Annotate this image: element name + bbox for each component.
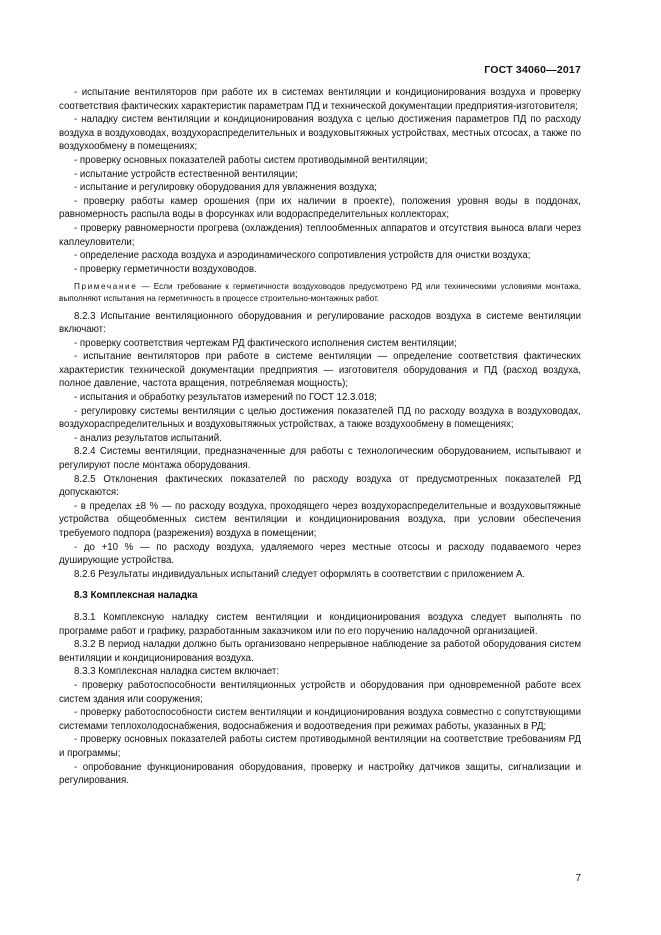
list-item: - определение расхода воздуха и аэродинамического сопротивления устройств для очистки воздуха; bbox=[74, 250, 531, 262]
list-item: - испытания и обработку результатов измерений по ГОСТ 12.3.018; bbox=[74, 392, 377, 404]
paragraph: 8.3.2 В период наладки должно быть организовано непрерывное наблюдение за работой оборудования систем вентиляции и кондиционирования воздуха. bbox=[59, 639, 581, 664]
list-item: - испытание вентиляторов при работе в системе вентиляции — определение соответствия фактических характеристик технической документации предприятия — изготовителя оборудования и ПД (расход воздуха, полное давление, частота вращения, потребляемая мощность); bbox=[59, 351, 581, 390]
list-item: - наладку систем вентиляции и кондиционирования воздуха с целью достижения параметров ПД по расходу воздуха в воздуховодах, воздухораспределительных и воздуховытяжных устройствах, местных отсосах, а также по воздухообмену в помещениях; bbox=[59, 114, 581, 153]
list-item: - до +10 % — по расходу воздуха, удаляемого через местные отсосы и расходу подаваемого через душирующие устройства. bbox=[59, 541, 581, 567]
page-body bbox=[59, 86, 581, 788]
section-8-3 bbox=[59, 611, 581, 788]
list-item: - проверку равномерности прогрева (охлаждения) теплообменных аппаратов и отсутствия выноса влаги через каплеуловители; bbox=[59, 222, 581, 248]
list-item: - анализ результатов испытаний. bbox=[74, 432, 222, 444]
section-8-2-3 bbox=[59, 310, 581, 582]
list-item: - испытание вентиляторов при работе их в системах вентиляции и кондиционирования воздуха и проверку соответствия фактических характеристик параметрам ПД и технической документации предприятия-изготовителя; bbox=[59, 87, 581, 112]
paragraph: 8.2.5 Отклонения фактических показателей по расходу воздуха от предусмотренных показателей РД допускаются: bbox=[59, 473, 581, 499]
list-item: - испытание и регулировку оборудования для увлажнения воздуха; bbox=[74, 182, 377, 194]
paragraph: 8.3.1 Комплексную наладку систем вентиляции и кондиционирования воздуха следует выполнять по программе работ и графику, разработанным заказчиком или по его поручению наладочной организацией. bbox=[59, 611, 581, 637]
standard-header: ГОСТ 34060—2017 bbox=[484, 64, 581, 76]
note-paragraph bbox=[59, 281, 581, 304]
list-item: - регулировку системы вентиляции с целью достижения показателей ПД по расходу воздуха в воздуховодах, воздухораспределительных и воздуховытяжных устройствах, а также воздухообмену в помещениях; bbox=[59, 405, 581, 431]
paragraph: 8.2.3 Испытание вентиляционного оборудования и регулирование расходов воздуха в системе вентиляции включают: bbox=[59, 310, 581, 336]
list-item: - испытание устройств естественной вентиляции; bbox=[74, 168, 298, 180]
note-label: Примечание bbox=[74, 282, 138, 292]
list-item: - опробование функционирования оборудования, проверку и настройку датчиков защиты, сигнализации и регулирования. bbox=[59, 761, 581, 787]
list-item: - проверку работоспособности вентиляционных устройств и оборудования при одновременной работе всех систем здания или сооружения; bbox=[59, 679, 581, 705]
section-heading: 8.3 Комплексная наладка bbox=[74, 590, 198, 602]
paragraph: 8.2.4 Системы вентиляции, предназначенные для работы с технологическим оборудованием, испытывают и регулируют после монтажа оборудования. bbox=[59, 446, 581, 472]
list-item: - проверку соответствия чертежам РД фактического исполнения систем вентиляции; bbox=[74, 337, 457, 349]
list-item: - проверку основных показателей работы систем противодымной вентиляции; bbox=[74, 154, 428, 166]
list-item: - проверку герметичности воздуховодов. bbox=[74, 263, 257, 275]
list-item: - проверку работоспособности систем вентиляции и кондиционирования воздуха совместно с сопутствующими системами теплохолодоснабжения, водоснабжения и водоотведения при режимах работы, указанных в РД; bbox=[59, 707, 581, 732]
paragraph: 8.3.3 Комплексная наладка систем включает: bbox=[74, 666, 280, 678]
page-number: 7 bbox=[575, 873, 581, 884]
list-item: - проверку работы камер орошения (при их наличии в проекте), положения уровня воды в поддонах, равномерность распыла воды в форсунках или водораспределительных коллекторах; bbox=[59, 195, 581, 221]
list-item: - в пределах ±8 % — по расходу воздуха, проходящего через воздухораспределительные и воздуховытяжные устройства общеобменных систем вентиляции и кондиционирования воздуха, при условии обеспечения требуемого подпора (разрежения) воздуха в помещении; bbox=[59, 500, 581, 539]
list-item: - проверку основных показателей работы систем противодымной вентиляции на соответствие требованиям РД и программы; bbox=[59, 734, 581, 759]
note-text: — Если требование к герметичности воздуховодов предусмотрено РД или техническими условиями монтажа, выполняют испытания на герметичность в процессе строительно-монтажных работ. bbox=[59, 282, 581, 303]
list-top bbox=[59, 86, 581, 276]
paragraph: 8.2.6 Результаты индивидуальных испытаний следует оформлять в соответствии с приложением А. bbox=[74, 568, 526, 580]
